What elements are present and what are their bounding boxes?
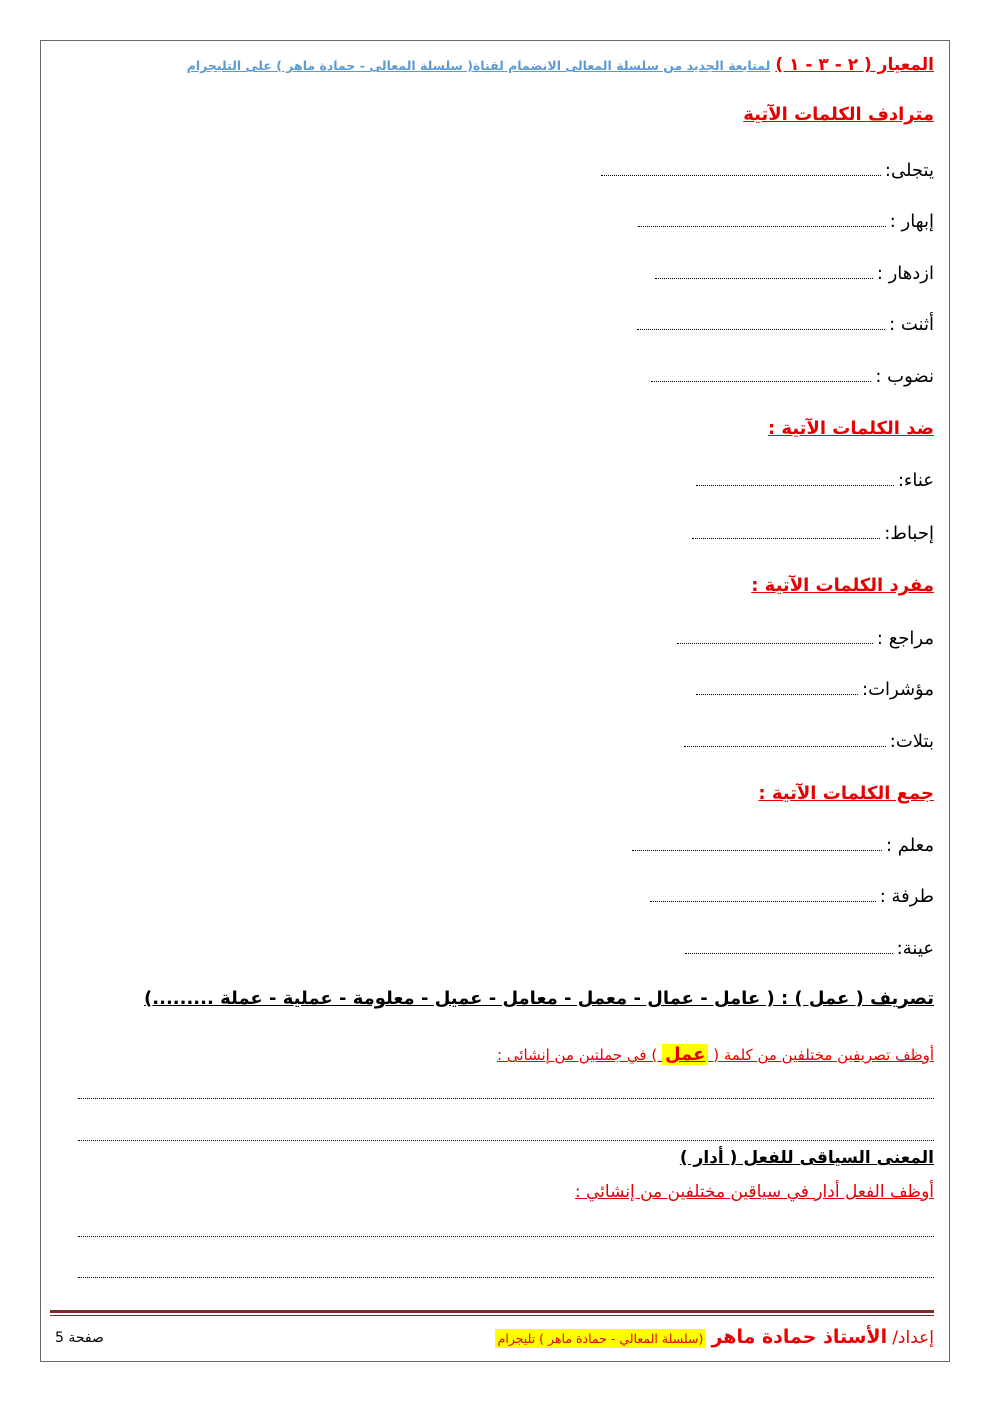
antonym-item [692,523,934,544]
footer-divider [50,1310,934,1313]
answer-blank[interactable] [684,745,886,747]
answer-blank[interactable] [696,693,858,695]
plural-item [685,938,934,959]
singulars-heading: مفرد الكلمات الآتية : [751,575,934,596]
answer-line[interactable] [78,1236,934,1237]
page-header [187,55,934,75]
answer-blank[interactable] [601,174,881,176]
singular-item [677,628,934,649]
antonyms-heading: ضد الكلمات الآتية : [767,418,934,439]
answer-blank[interactable] [655,277,873,279]
conjugation-instruction [497,1044,934,1065]
plurals-heading: جمع الكلمات الآتية : [758,783,934,804]
item-label: طرفة : [879,886,934,907]
plural-item [650,886,934,907]
item-label: إبهار : [889,211,934,232]
synonym-item [651,366,934,387]
context-meaning-heading: المعنى السياقى للفعل ( أدار ) [679,1148,934,1168]
antonym-item [696,470,934,491]
item-label: ازدهار : [876,263,934,284]
item-label: مؤشرات: [862,679,934,700]
synonym-item [638,211,934,232]
author-name: الأستاذ حمادة ماهر [711,1326,888,1348]
answer-blank[interactable] [651,380,871,382]
item-label: إحباط: [884,523,934,544]
answer-line[interactable] [78,1277,934,1278]
synonym-item [655,263,934,284]
highlighted-word: عمل [662,1044,708,1065]
instruction-text: أوظف تصريفين مختلفين من كلمة ( [713,1046,934,1064]
instruction-text: ) في جملتين من إنشائى : [497,1046,658,1064]
footer-credit [495,1326,934,1348]
item-label: يتجلى: [884,160,934,181]
footer-divider [50,1315,934,1316]
answer-blank[interactable] [650,900,876,902]
answer-blank[interactable] [696,484,894,486]
item-label: أثنت : [889,314,934,335]
conjugation-line: تصريف ( عمل ) : ( عامل - عمال - معمل - معامل - عميل - معلومة - عملية - عملة .........) [144,988,934,1009]
answer-blank[interactable] [632,849,882,851]
plural-item [632,835,934,856]
context-meaning-instruction: أوظف الفعل أدار في سياقين مختلفين من إنشائي : [574,1182,934,1202]
series-tag: (سلسلة المعالي - حمادة ماهر ) تليجرام [495,1329,707,1348]
item-label: بتلات: [889,731,934,752]
page-number: صفحة 5 [55,1330,104,1346]
telegram-channel-link[interactable]: لمتابعة الجديد من سلسلة المعالى الانضمام لقناة( سلسلة المعالى - حمادة ماهر ) على التليجرام [186,58,771,73]
synonym-item [601,160,934,181]
answer-blank[interactable] [685,952,893,954]
item-label: معلم : [885,835,934,856]
answer-line[interactable] [78,1140,934,1141]
answer-blank[interactable] [677,642,873,644]
singular-item [684,731,934,752]
item-label: عناء: [897,470,934,491]
standard-code: المعيار ( ٢ - ٣ - ١ ) [775,55,934,75]
item-label: عينة: [896,938,934,959]
answer-blank[interactable] [637,328,885,330]
synonyms-heading: مترادف الكلمات الآتية [743,104,934,125]
item-label: نضوب : [875,366,934,387]
answer-blank[interactable] [638,225,886,227]
answer-line[interactable] [78,1098,934,1099]
item-label: مراجع : [876,628,934,649]
synonym-item [637,314,934,335]
singular-item [696,679,934,700]
prepared-by-label: إعداد/ [892,1328,934,1348]
answer-blank[interactable] [692,537,880,539]
